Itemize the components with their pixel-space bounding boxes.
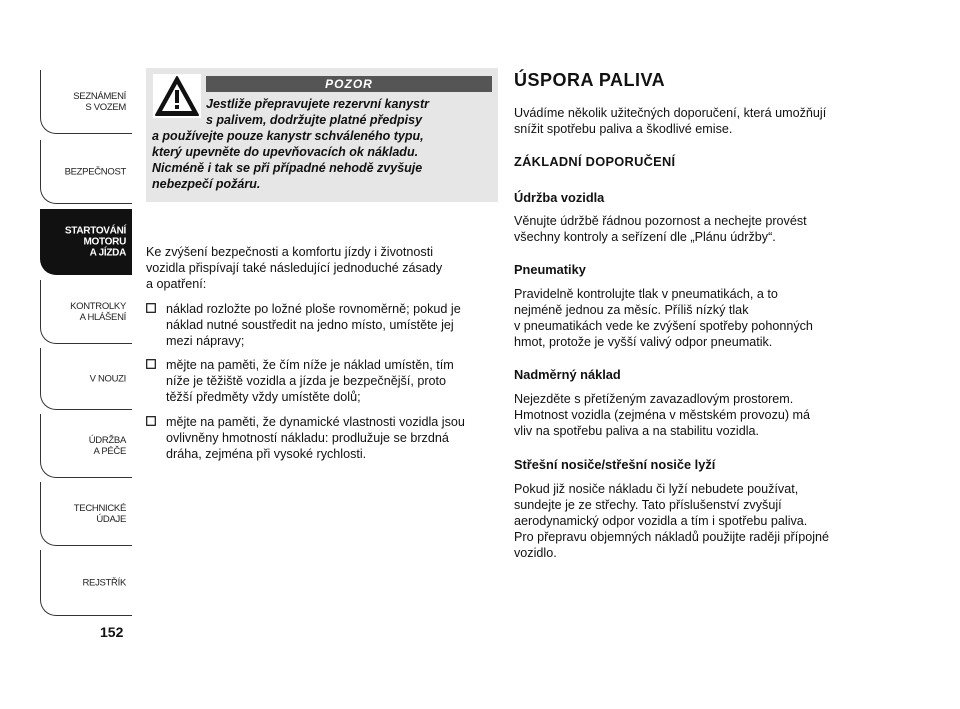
text-line: vozidla přispívají také následující jednoduché zásady xyxy=(146,261,443,275)
text-line: všechny kontroly a seřízení dle „Plánu údržby“. xyxy=(514,230,776,244)
intro-paragraph xyxy=(514,105,894,137)
warning-line: nebezpečí požáru. xyxy=(152,177,261,191)
text-line: dráha, zejména při vysoké rychlosti. xyxy=(166,447,367,461)
tab-label: REJSTŘÍK xyxy=(82,577,126,588)
paragraph xyxy=(514,286,894,350)
text-line: Nejezděte s přetíženým zavazadlovým prostorem. xyxy=(514,392,794,406)
tab-technicke-udaje[interactable] xyxy=(40,482,132,546)
subsection-heading: Nadměrný náklad xyxy=(514,367,621,382)
text-line: mějte na paměti, že čím níže je náklad umístěn, tím xyxy=(166,358,454,372)
text-line: vliv na spotřebu paliva a na stabilitu vozidla. xyxy=(514,424,760,438)
text-line: těžší předměty vždy umístěte dolů; xyxy=(166,390,361,404)
text-line: hmot, protože je vyšší valivý odpor pneumatik. xyxy=(514,335,773,349)
tab-seznameni-s-vozem[interactable] xyxy=(40,70,132,134)
text-line: níže je těžiště vozidla a jízda je bezpečnější, proto xyxy=(166,374,447,388)
tab-label: STARTOVÁNÍ MOTORU A JÍZDA xyxy=(64,225,126,258)
text-line: Ke zvýšení bezpečnosti a komfortu jízdy i životnosti xyxy=(146,245,433,259)
tab-label: V NOUZI xyxy=(89,373,126,384)
text-line: Pokud již nosiče nákladu či lyží nebudete používat, xyxy=(514,482,799,496)
text-line: vozidlo. xyxy=(514,546,557,560)
section-heading: ZÁKLADNÍ DOPORUČENÍ xyxy=(514,154,676,169)
tab-label: ÚDRŽBA A PÉČE xyxy=(88,434,126,457)
text-line: a opatření: xyxy=(146,277,207,291)
tab-startovani-motoru-a-jizda[interactable] xyxy=(40,209,132,275)
warning-triangle-icon xyxy=(153,74,201,118)
warning-line: a používejte pouze kanystr schváleného typu, xyxy=(152,129,424,143)
intro-paragraph xyxy=(146,244,442,292)
tab-bezpecnost[interactable] xyxy=(40,140,132,204)
paragraph xyxy=(514,481,894,561)
paragraph xyxy=(514,213,894,245)
text-line: ovlivněny hmotností nákladu: prodlužuje se brzdná xyxy=(166,431,449,445)
checkbox-bullet-icon xyxy=(146,303,156,313)
page-number: 152 xyxy=(100,624,124,640)
text-line: Uvádíme několik užitečných doporučení, která umožňují xyxy=(514,106,827,120)
tab-udrzba-a-pece[interactable] xyxy=(40,414,132,478)
text-line: Hmotnost vozidla (zejména v městském provozu) má xyxy=(514,408,811,422)
text-line: mějte na paměti, že dynamické vlastnosti vozidla jsou xyxy=(166,415,465,429)
text-line: náklad rozložte po ložné ploše rovnoměrně; pokud je xyxy=(166,302,461,316)
tab-label: SEZNÁMENÍ S VOZEM xyxy=(73,90,126,113)
tab-kontrolky-a-hlaseni[interactable] xyxy=(40,280,132,344)
warning-header: POZOR xyxy=(206,76,492,92)
text-line: náklad nutné soustředit na jedno místo, umístěte jej xyxy=(166,318,454,332)
text-line: nejméně jednou za měsíc. Příliš nízký tlak xyxy=(514,303,749,317)
subsection-heading: Pneumatiky xyxy=(514,262,586,277)
subsection-heading: Střešní nosiče/střešní nosiče lyží xyxy=(514,457,716,472)
warning-line: který upevněte do upevňovacích ok nákladu. xyxy=(152,145,419,159)
checkbox-bullet-icon xyxy=(146,359,156,369)
text-line: Věnujte údržbě řádnou pozornost a nechejte provést xyxy=(514,214,807,228)
text-line: Pravidelně kontrolujte tlak v pneumatikách, a to xyxy=(514,287,778,301)
warning-line: Nicméně i tak se při případné nehodě zvyšuje xyxy=(152,161,423,175)
warning-line: s palivem, dodržujte platné předpisy xyxy=(206,113,423,127)
tab-label: KONTROLKY A HLÁŠENÍ xyxy=(70,300,126,323)
paragraph xyxy=(514,391,894,439)
checkbox-bullet-icon xyxy=(146,416,156,426)
tab-label: TECHNICKÉ ÚDAJE xyxy=(73,502,126,525)
text-line: aerodynamický odpor vozidla a tím i spotřebu paliva. xyxy=(514,514,808,528)
subsection-heading: Údržba vozidla xyxy=(514,190,605,205)
text-line: Pro přepravu objemných nákladů použijte raději přípojné xyxy=(514,530,830,544)
text-line: snížit spotřebu paliva a škodlivé emise. xyxy=(514,122,733,136)
text-line: mezi nápravy; xyxy=(166,334,245,348)
tab-label: BEZPEČNOST xyxy=(64,166,126,177)
tab-rejstrik[interactable] xyxy=(40,550,132,616)
warning-line: Jestliže přepravujete rezervní kanystr xyxy=(206,97,430,111)
text-line: sundejte je ze střechy. Tato příslušenství zvyšují xyxy=(514,498,782,512)
text-line: v pneumatikách vede ke zvýšení spotřeby pohonných xyxy=(514,319,813,333)
page-title: ÚSPORA PALIVA xyxy=(514,70,666,90)
tab-v-nouzi[interactable] xyxy=(40,348,132,410)
